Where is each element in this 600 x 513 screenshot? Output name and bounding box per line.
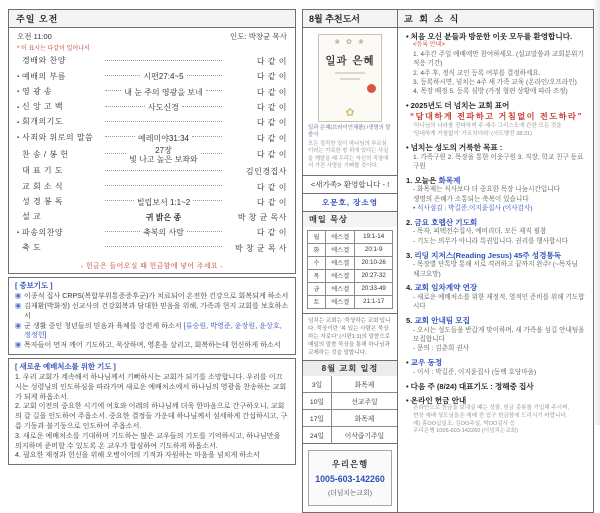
stand-marker-icon: ▪	[17, 104, 20, 111]
worship-item-leader: 박 창 균 목사	[237, 213, 288, 223]
daily-reading-range: 20:10-26	[355, 256, 393, 269]
news-item-title-text: 2025년도 더 넘치는 교회 표어	[410, 101, 510, 111]
schedule-date: 10일	[303, 393, 332, 410]
news-item-title-highlight: 리딩 지저스(Reading Jesus) 45주 성경통독	[414, 250, 562, 260]
worship-leader: 인도: 박창균 목사	[230, 32, 287, 41]
news-item	[406, 251, 585, 279]
bank-account-number: 1005-603-142260	[315, 474, 385, 485]
news-item-line: 3. 등록하시면, 넘치는 4주 새 가족 교육 (온라인/오프라인)	[413, 79, 577, 87]
daily-reading-row	[308, 230, 393, 243]
news-item-line: <등록 안내>	[413, 42, 445, 49]
daily-reading-book: 에스겔	[326, 295, 355, 308]
worship-item-title: 대 표 기 도	[22, 166, 64, 176]
news-item-line: 예) 홍OO십일조, 김OO주일, 박OO감사 등	[413, 420, 516, 427]
schedule-date: 17일	[303, 410, 332, 427]
worship-item-leader: 다 같 이	[256, 103, 288, 113]
daily-reading-day: 수	[308, 256, 326, 269]
news-item-title	[406, 358, 585, 367]
dotted-leader	[105, 152, 126, 154]
worship-row	[17, 179, 287, 194]
worship-order-box	[8, 9, 296, 274]
intercession-text: 이종석 집사 CRPS(복합부위통증증후군)가 치료되어 온전한 건강으로 회복되게 하소서	[24, 292, 289, 301]
book-cover-sticker-icon	[367, 84, 376, 93]
bank-info-box	[308, 450, 392, 506]
dotted-leader	[105, 184, 222, 186]
daily-reading-day: 월	[308, 230, 326, 243]
daily-reading-book: 에스겔	[326, 256, 355, 269]
news-item-title	[406, 32, 585, 41]
news-item-line: 우리은행 1005-603-142260 (더넘치는교회)	[413, 428, 519, 435]
daily-reading-row	[308, 282, 393, 295]
worship-item-leader: 박 창 균 목 사	[234, 243, 287, 253]
worship-item-content	[124, 88, 202, 97]
worship-item-leader: 다 같 이	[256, 133, 287, 143]
daily-reading-range: 20:1-9	[355, 243, 393, 256]
dotted-leader	[187, 230, 222, 232]
news-item	[406, 358, 585, 377]
news-item	[406, 218, 585, 246]
news-item-line: - 문의 : 김춘희 권사	[413, 345, 469, 353]
news-item-title-text: 넘치는 성도의 거룩한 목표 :	[410, 143, 503, 153]
dotted-leader	[187, 74, 222, 76]
intercession-item	[15, 322, 289, 342]
newcomer-names: 오문호, 장소영	[303, 193, 397, 211]
news-item	[406, 283, 585, 311]
worship-item-content	[137, 198, 190, 207]
intercession-names: [류승원, 박영준, 윤장원, 윤상호, 정정헌]	[24, 321, 282, 340]
news-item	[406, 176, 585, 214]
daily-reading-row	[308, 269, 393, 282]
book-caption: 일과 은혜(브라이언채플) /생명의 말씀사	[308, 125, 391, 139]
church-news-list	[398, 28, 593, 512]
dotted-leader	[105, 89, 121, 91]
news-item-title-highlight: 교회 임차계약 연장	[414, 283, 478, 293]
worship-content-line: 빌립보서 1:1~2	[136, 197, 191, 207]
news-item-title-text: 다음 주 (8/24) 대표기도 : 정해중 집사	[410, 381, 534, 391]
worship-row	[17, 54, 287, 69]
schedule-row	[303, 410, 397, 427]
new-place-prayer-item: 3. 새로운 예배처소를 기대하며 기도하는 많은 교우들의 기도를 기억하시고, 하나님만을 의지하며 준비할 수 있도록 온 교우가 합심하여 기도하게 하옵소서.	[15, 431, 281, 450]
stand-marker-icon: ▪	[17, 89, 20, 96]
new-place-prayer-item: 2. 교회 이전의 중요한 시기에 여호와 이레의 하나님께 더욱 한마음으로 간구하오니, 교회의 갈 길을 인도하여 주옵소서. 중요한 결정들 가운데 하나님께서 섬세하게 간섭하시고, 구름 기둥과 불기둥으로 인도하여 주옵소서.	[15, 402, 288, 430]
schedule-header: 8월 교회 일정	[303, 360, 397, 376]
news-item	[406, 101, 585, 138]
stand-marker-icon: ▪	[17, 73, 20, 80]
worship-item-leader: 다 같 이	[256, 118, 287, 128]
daily-reading-row	[308, 256, 393, 269]
news-item-line: 1. 가족구원 2. 목장을 통한 이웃구원 3. 직장, 학교 친구 동료구원	[413, 153, 584, 171]
worship-item-leader: 다 같 이	[256, 150, 287, 160]
worship-content-line: 내 눈 주의 영광을 보네	[124, 87, 203, 97]
worship-item-title: 사죄와 위로의 말씀	[22, 132, 94, 142]
intercession-text: 목자들이 먼저 깨어 기도하고, 묵상하며, 영혼을 살리고, 회복하는데 헌신하게 하소서	[24, 341, 281, 350]
daily-reading-day: 목	[308, 269, 326, 282]
worship-row	[17, 69, 287, 84]
news-item-line: - 목자, 피택전수집사, 예비리더, 모든 제직 필참	[413, 228, 547, 236]
intercession-items	[15, 292, 289, 351]
worship-content-line: 귀 밝은 종	[145, 213, 182, 223]
news-item-line: 현장 예배 성도님들은 예배 전 입구 헌금함에 드리시기 바랍니다.	[413, 412, 568, 419]
news-item-title-text: 오늘은	[414, 175, 439, 185]
worship-item-title: 회개의기도	[22, 117, 64, 127]
daily-reading-note: 넘치는 교회는 '묵상하는 교회'입니다. 묵상이란 '복 있는 사람은 묵상하는 자로다' (시편1:1)의 말씀으로 매일의 말씀 묵상을 통해 하나님과 교제하는 것을 말합니다.	[303, 313, 397, 361]
daily-reading-book: 에스겔	[326, 243, 355, 256]
daily-reading-range: 20:27-32	[355, 269, 393, 282]
news-item-line: - 기도는 의무가 아니라 특권입니다. 권리를 행사합시다	[413, 237, 569, 245]
book-cover-subtitle-bar	[335, 72, 365, 74]
worship-item-title: 찬 송 / 봉 헌	[22, 149, 69, 159]
news-item-title-highlight: 화목제	[438, 175, 461, 185]
schedule-event: 화목제	[332, 376, 398, 393]
news-item-line: • 식사섬김 : 박길준,이지윤집사 (이사감사)	[413, 205, 533, 213]
new-place-prayer-items	[15, 373, 289, 461]
dotted-leader	[182, 105, 222, 107]
worship-row	[17, 85, 287, 100]
news-item	[406, 32, 585, 97]
news-item-title	[406, 143, 585, 152]
new-place-prayer-item: 4. 필요한 재정과 헌신을 위해 오병이어의 기적과 자원하는 마음을 넘치게 하소서	[15, 451, 260, 460]
daily-reading-book: 에스겔	[326, 282, 355, 295]
book-cover-doodle-icon: ❀ ✿ ❀	[334, 39, 366, 46]
stand-marker-icon: ▪	[17, 119, 20, 126]
worship-row	[17, 130, 287, 145]
worship-content-line: 27장	[155, 145, 172, 155]
news-item-line: - 화목제는 식사보다 더 중요한 목장 나눔시간입니다	[413, 186, 560, 194]
daily-reading-book: 에스겔	[326, 230, 355, 243]
dotted-leader	[192, 135, 222, 137]
new-place-prayer-item: 1. 우리 교회가 계속해서 하나님께서 기뻐하시는 교회가 되기를 소망합니다. 우리를 이끄시는 성령님의 인도하심을 따라가며 새로운 예배처소에서 하나님의 영광을 찬송하는 교회가 되게 하옵소서.	[15, 373, 287, 401]
worship-meta-row	[9, 28, 295, 42]
dotted-leader	[105, 74, 140, 76]
intercession-item	[15, 292, 289, 302]
news-item-line: - 이사 : 박길준, 이지윤집사 (동백 호당마을)	[413, 368, 537, 376]
schedule-event: 이삭줍기주일	[332, 427, 398, 444]
schedule-row	[303, 393, 397, 410]
book-cover-title: 일과 은혜	[325, 55, 375, 67]
news-section-header: 교 회 소 식	[398, 10, 593, 28]
news-item	[406, 382, 585, 391]
worship-row	[17, 100, 287, 115]
dotted-leader	[105, 105, 145, 107]
bank-account-holder: (더넘치는교회)	[328, 490, 372, 498]
right-sidebar	[303, 28, 398, 512]
daily-reading-header: 매일 묵상	[303, 211, 397, 227]
news-item-title-highlight: 교우 동정	[410, 358, 443, 368]
news-item-line: - 새로운 예배처소를 위한 재정적, 영적인 준비를 위해 기도합시다	[413, 293, 585, 311]
worship-row	[17, 210, 287, 225]
daily-reading-row	[308, 243, 393, 256]
dotted-leader	[105, 135, 135, 137]
worship-row	[17, 241, 287, 256]
daily-reading-range: 19:1-14	[355, 230, 393, 243]
worship-item-leader: 다 같 이	[256, 182, 287, 192]
worship-content-line: 빛 나고 높은 보좌와	[129, 154, 198, 164]
intercession-item	[15, 302, 289, 322]
worship-content-line: 시편27:4~5	[143, 72, 184, 82]
stand-note: * 이 표시는 다같이 일어나서	[17, 46, 90, 52]
news-item-title-highlight: 금요 호렙산 기도회	[414, 218, 478, 227]
worship-row	[17, 225, 287, 240]
dotted-leader	[206, 89, 222, 91]
dotted-leader	[105, 230, 140, 232]
news-item-title-text: 처음 오신 분들과 방문한 이웃 모두를 환영합니다.	[410, 32, 573, 41]
schedule-event: 화목제	[332, 410, 398, 427]
daily-reading-day: 금	[308, 282, 326, 295]
worship-item-leader: 김인경집사	[245, 167, 287, 177]
book-cover-doodle-icon: ✿	[345, 107, 355, 119]
worship-item-leader: 다 같 이	[256, 197, 288, 207]
intercession-box	[8, 277, 296, 355]
daily-reading-range: 21:1-17	[355, 295, 393, 308]
intercession-text: 김재환(박화정) 선교사의 건강회복과 담대한 믿음을 위해, 가족과 현지 교회를 보호하소서	[24, 301, 289, 320]
worship-item-content	[138, 134, 189, 143]
news-item-title	[406, 382, 585, 391]
news-item-line: '하나님의 나라를 전파하며 주 예수 그리스도에 관한 모든 것을	[413, 123, 562, 130]
new-place-prayer-box	[8, 358, 296, 465]
worship-item-content	[129, 146, 198, 164]
schedule-row	[303, 376, 397, 393]
dotted-leader	[105, 120, 222, 122]
schedule-row	[303, 427, 397, 444]
worship-content-line: 축복의 사람	[143, 228, 184, 238]
dotted-leader	[105, 245, 222, 247]
dotted-leader	[201, 152, 222, 154]
worship-item-content	[146, 213, 181, 222]
worship-item-title: 성 경 봉 독	[22, 197, 64, 206]
schedule-date: 24일	[303, 427, 332, 444]
news-item-title-highlight: 교회 안내팀 모집	[414, 316, 470, 326]
intercession-item	[15, 341, 289, 351]
news-item-title	[406, 101, 585, 110]
worship-row	[17, 164, 287, 179]
dotted-leader	[105, 169, 222, 171]
worship-row	[17, 115, 287, 130]
book-cover-subtitle-bar	[340, 78, 360, 80]
news-item-bullet: •	[406, 32, 409, 41]
offering-note: - 헌금은 들어오실 때 헌금함에 넣어 주세요 -	[80, 262, 224, 270]
book-cover	[318, 34, 382, 122]
worship-content-line: 사도신경	[148, 102, 179, 112]
worship-item-leader: 다 같 이	[256, 57, 287, 67]
news-item-title	[406, 251, 585, 260]
newcomer-welcome: <새가족> 환영합니다 - !	[303, 175, 397, 193]
square-bullet-icon: ▣	[15, 302, 22, 310]
news-item-bullet: 2.	[406, 218, 413, 227]
news-item-line: 2. 4주 후, 정식 교인 등록 여부를 결정하세요.	[413, 69, 541, 77]
daily-reading-book: 에스겔	[326, 269, 355, 282]
dotted-leader	[105, 59, 222, 61]
news-item	[406, 396, 585, 437]
worship-item-title: 신 앙 고 백	[22, 102, 64, 112]
news-item-line: - 목장별 단톡방 통해 서로 격려하고 끝까지 완주! (~목자님 체크요망)	[413, 261, 578, 278]
worship-item-title: 교 회 소 식	[22, 181, 64, 191]
news-item	[406, 143, 585, 171]
worship-item-title: 설 교	[22, 212, 42, 222]
intercession-text: 군 생활 중인 청년들의 믿음과 육체를 강건케 하소서 [류승원, 박영준, 윤장원, 윤상호, 정정헌]	[24, 321, 282, 340]
worship-item-title: 영 광 송	[22, 86, 53, 96]
dotted-leader	[193, 199, 222, 201]
daily-reading-day: 화	[308, 243, 326, 256]
worship-item-title: 파송의찬양	[22, 227, 64, 237]
news-item-line: 1. 4주간 주일 예배에만 참여하세요. (설교말씀과 교회분위기 적응 기간)	[413, 51, 584, 68]
worship-row	[17, 146, 287, 164]
worship-item-title: 경배와 찬양	[22, 56, 66, 66]
news-item-title	[406, 396, 585, 405]
intercession-title: [ 중보기도 ]	[15, 280, 53, 290]
news-item-line: “담대하게 전파하고 거침없이 전도하라”	[410, 111, 584, 121]
news-item-title	[406, 176, 585, 185]
worship-item-title: 예배의 부름	[22, 71, 66, 81]
book-blurb: 모든 정직한 일이 하나님의 부르심이라는 거룩한 땅 위에 있다는 사실을 깨달을 때 우리는 자신의 직장에서 가진 사명을 기뻐할 것이다.	[308, 140, 389, 170]
news-item-bullet: 1.	[406, 175, 413, 185]
news-item-line: 4. 목장 배정 5. 등록 심방 (가정 형편 상황에 따라 조정)	[413, 88, 568, 96]
news-item-title	[406, 283, 585, 292]
worship-item-content	[143, 72, 183, 81]
worship-item-title: 축 도	[22, 242, 42, 252]
worship-row	[17, 195, 287, 210]
news-item-bullet: 4.	[406, 283, 413, 293]
bulletin-right-page	[302, 9, 594, 513]
worship-item-content	[143, 228, 184, 237]
stand-marker-icon: ▪	[17, 135, 20, 142]
stand-marker-icon: ▪	[17, 229, 20, 236]
book-section-header: 8월 추천도서	[303, 10, 398, 28]
news-item-bullet: •	[406, 143, 409, 153]
schedule-date: 3일	[303, 376, 332, 393]
news-item	[406, 316, 585, 354]
dotted-leader	[105, 199, 134, 201]
worship-item-leader: 다 같 이	[256, 87, 288, 97]
daily-reading-row	[308, 295, 393, 308]
daily-reading-range: 20:33-49	[355, 282, 393, 295]
news-item-title	[406, 316, 585, 325]
news-item-line: 생명의 은혜가 소통되는 축복이 있습니다	[413, 195, 529, 203]
square-bullet-icon: ▣	[15, 292, 22, 300]
worship-item-leader: 다 같 이	[256, 72, 287, 82]
news-item-line: 온라인으로 헌금을 보내실 때는 성함, 헌금 종류를 기입해 주시며,	[413, 404, 570, 411]
worship-item-content	[148, 103, 179, 112]
news-item-line: '담대하게 거침없이' 가르치더라' (사도행전 28:31)	[413, 130, 533, 137]
worship-content-line: 예레미야31:34	[138, 133, 189, 143]
news-item-bullet: •	[406, 381, 409, 391]
worship-time: 오전 11:00	[17, 32, 52, 41]
news-item-bullet: •	[406, 101, 409, 111]
news-item-line: - 오시는 성도들을 반갑게 맞이하며, 새 가족을 섬길 안내팀을 모집합니다	[413, 326, 585, 343]
worship-item-leader: 다 같 이	[256, 228, 287, 238]
schedule-table	[303, 376, 397, 444]
square-bullet-icon: ▣	[15, 341, 22, 349]
news-item-title-text: 온라인 헌금 안내	[410, 395, 467, 405]
news-item-bullet: 5.	[406, 316, 413, 326]
news-item-bullet: •	[406, 358, 409, 368]
daily-reading-day: 토	[308, 295, 326, 308]
news-item-bullet: 3.	[406, 250, 413, 260]
new-place-prayer-title: [ 새로운 예배처소를 위한 기도 ]	[15, 361, 116, 371]
daily-reading-table	[307, 230, 393, 309]
schedule-event: 선교주일	[332, 393, 398, 410]
news-item-bullet: •	[406, 395, 409, 405]
bulletin-left-page	[8, 9, 296, 465]
worship-order-title: 주일 오전	[9, 10, 295, 28]
news-item-title	[406, 218, 585, 227]
square-bullet-icon: ▣	[15, 322, 22, 329]
bank-name: 우리은행	[331, 459, 369, 470]
worship-rows	[9, 54, 295, 258]
